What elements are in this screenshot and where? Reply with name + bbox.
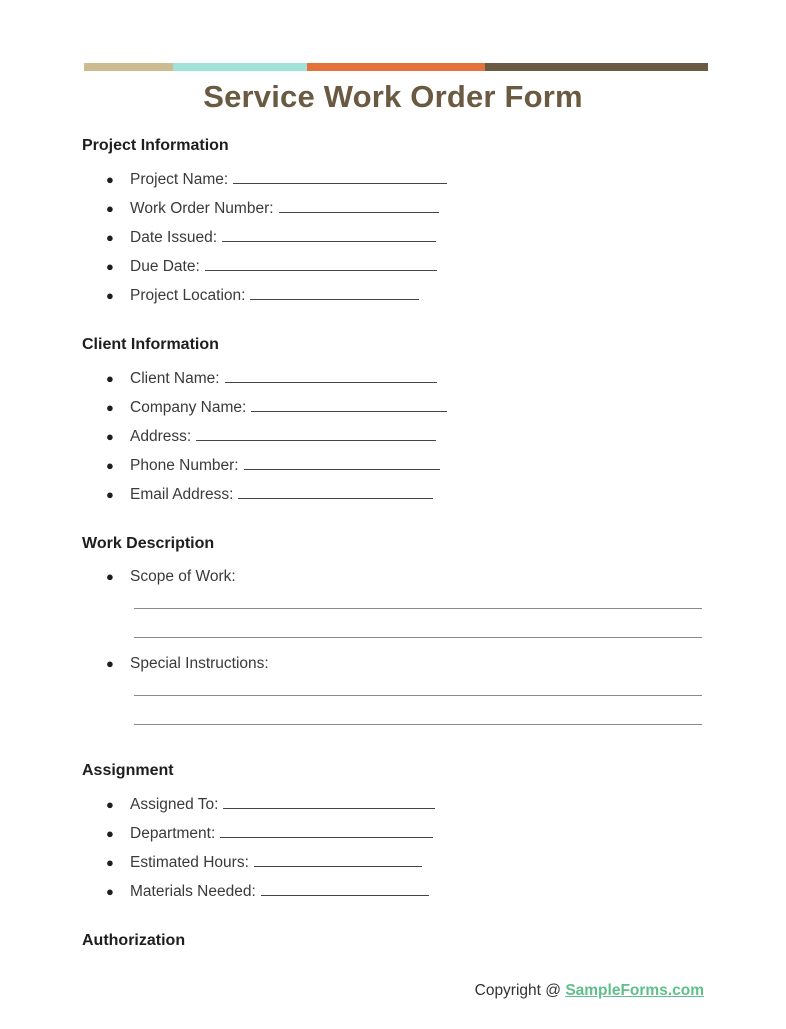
section-heading-assignment: Assignment — [82, 762, 174, 779]
field-label: Special Instructions: — [130, 655, 269, 672]
section-heading-authorization: Authorization — [82, 932, 186, 949]
list-item — [106, 796, 435, 814]
bullet-icon: ● — [106, 259, 114, 274]
field-label: Company Name: — [130, 399, 247, 416]
list-item — [106, 171, 447, 189]
field-label: Address: — [130, 428, 192, 445]
list-item — [106, 428, 436, 446]
field-label: Email Address: — [130, 486, 234, 503]
field-label: Work Order Number: — [130, 200, 274, 217]
list-item — [106, 655, 269, 673]
company-name-field[interactable] — [251, 399, 447, 412]
special-instructions-line[interactable] — [134, 724, 702, 725]
scope-of-work-line[interactable] — [134, 608, 702, 609]
email-address-field[interactable] — [238, 486, 433, 499]
section-heading-client: Client Information — [82, 336, 219, 353]
work-order-number-field[interactable] — [279, 200, 439, 213]
decorative-color-bar — [84, 63, 708, 71]
phone-number-field[interactable] — [244, 457, 440, 470]
date-issued-field[interactable] — [222, 229, 436, 242]
bullet-icon: ● — [106, 797, 114, 812]
field-label: Project Name: — [130, 171, 229, 188]
bullet-icon: ● — [106, 400, 114, 415]
client-name-field[interactable] — [225, 370, 437, 383]
bullet-icon: ● — [106, 487, 114, 502]
field-label: Phone Number: — [130, 457, 239, 474]
list-item — [106, 229, 436, 247]
materials-needed-field[interactable] — [261, 883, 429, 896]
field-label: Due Date: — [130, 258, 200, 275]
color-bar-segment — [84, 63, 173, 71]
address-field[interactable] — [196, 428, 436, 441]
bullet-icon: ● — [106, 201, 114, 216]
color-bar-segment — [173, 63, 307, 71]
field-label: Project Location: — [130, 287, 246, 304]
field-label: Estimated Hours: — [130, 854, 249, 871]
copyright-text: Copyright @ — [474, 982, 566, 999]
department-field[interactable] — [220, 825, 433, 838]
field-label: Scope of Work: — [130, 568, 236, 585]
special-instructions-line[interactable] — [134, 695, 702, 696]
bullet-icon: ● — [106, 855, 114, 870]
page-title: Service Work Order Form — [203, 79, 583, 114]
assigned-to-field[interactable] — [223, 796, 435, 809]
bullet-icon: ● — [106, 569, 114, 584]
field-label: Materials Needed: — [130, 883, 256, 900]
field-label: Date Issued: — [130, 229, 218, 246]
list-item — [106, 486, 433, 504]
footer-copyright — [475, 982, 704, 1000]
project-location-field[interactable] — [250, 287, 419, 300]
bullet-icon: ● — [106, 884, 114, 899]
scope-of-work-line[interactable] — [134, 637, 702, 638]
field-label: Department: — [130, 825, 216, 842]
color-bar-segment — [307, 63, 485, 71]
bullet-icon: ● — [106, 656, 114, 671]
color-bar-segment — [485, 63, 708, 71]
bullet-icon: ● — [106, 429, 114, 444]
project-name-field[interactable] — [233, 171, 447, 184]
bullet-icon: ● — [106, 458, 114, 473]
bullet-icon: ● — [106, 371, 114, 386]
list-item — [106, 200, 439, 218]
bullet-icon: ● — [106, 826, 114, 841]
list-item — [106, 399, 447, 417]
section-heading-work: Work Description — [82, 535, 215, 552]
bullet-icon: ● — [106, 230, 114, 245]
list-item — [106, 883, 429, 901]
list-item — [106, 457, 440, 475]
list-item — [106, 370, 437, 388]
list-item — [106, 258, 437, 276]
list-item — [106, 825, 433, 843]
estimated-hours-field[interactable] — [254, 854, 422, 867]
section-heading-project: Project Information — [82, 137, 229, 154]
list-item — [106, 854, 422, 872]
bullet-icon: ● — [106, 288, 114, 303]
field-label: Client Name: — [130, 370, 220, 387]
list-item — [106, 568, 236, 586]
list-item — [106, 287, 419, 305]
sampleforms-link[interactable]: SampleForms.com — [565, 982, 704, 999]
bullet-icon: ● — [106, 172, 114, 187]
field-label: Assigned To: — [130, 796, 219, 813]
due-date-field[interactable] — [205, 258, 437, 271]
